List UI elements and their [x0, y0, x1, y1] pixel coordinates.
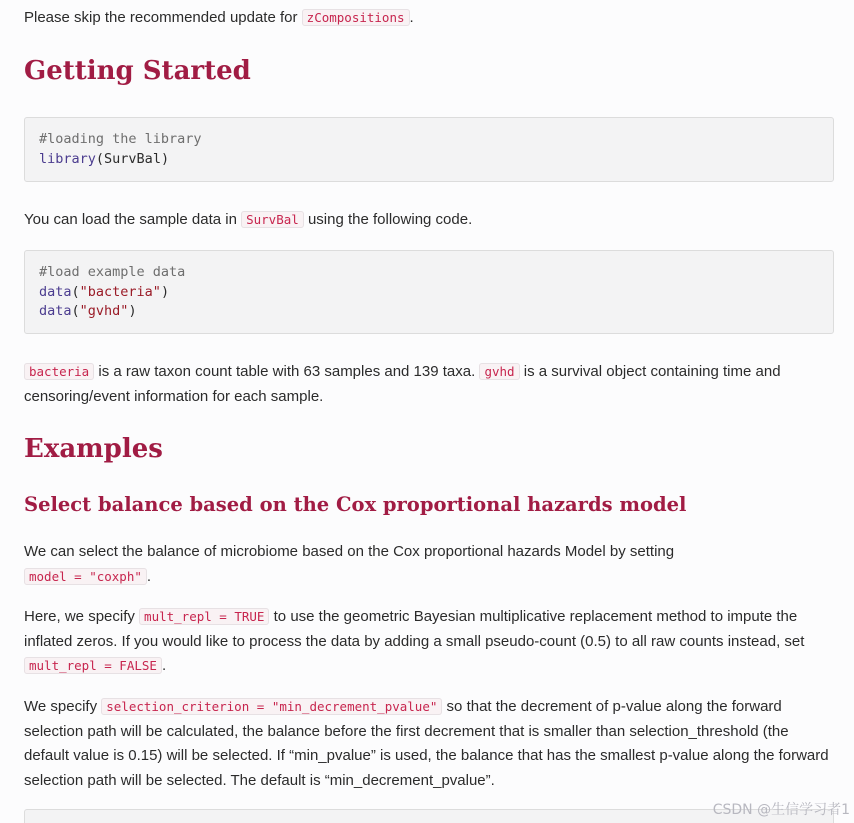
- code-function: data: [39, 303, 72, 319]
- subheading-cox-model: Select balance based on the Cox proportional hazards model: [24, 493, 687, 516]
- code-paren: (: [71, 303, 80, 319]
- csdn-watermark: CSDN @生信学习者1: [712, 802, 850, 818]
- load-data-paragraph: [24, 208, 472, 233]
- code-block-load-data[interactable]: [24, 250, 834, 334]
- code-string: "gvhd": [79, 303, 129, 319]
- code-function: data: [39, 283, 72, 300]
- intro-text: Please skip the recommended update for: [24, 9, 302, 26]
- inline-code-mult-repl-true: mult_repl = TRUE: [139, 608, 269, 625]
- load-text-end: using the following code.: [303, 211, 473, 228]
- heading-examples: Examples: [24, 434, 163, 464]
- inline-code-model-coxph: model = "coxph": [24, 568, 147, 585]
- selection-text: so that the decrement of p-value along the forward selection path will be calculated, the balance before the first decrement that is smaller than selection_threshold (the default value is 0.15) will be selected. If “min_pvalue” is used, the balance that has the smallest p-value along the forward selection path will be selected. The default is “min_decrement_pvalue”.: [24, 698, 829, 789]
- inline-code-zcompositions: zCompositions: [302, 9, 410, 26]
- load-text: You can load the sample data in: [24, 211, 242, 228]
- code-paren: ): [160, 283, 170, 300]
- selection-criterion-paragraph: [24, 695, 834, 793]
- mult-repl-text-end: .: [161, 657, 167, 674]
- code-paren: (: [71, 283, 80, 300]
- description-text: is a survival object containing time and censoring/event information for each sample.: [24, 363, 781, 405]
- inline-code-gvhd: gvhd: [479, 363, 519, 380]
- mult-repl-paragraph: [24, 605, 834, 679]
- intro-text-end: .: [409, 9, 414, 26]
- code-block-load-library[interactable]: [24, 117, 834, 182]
- inline-code-survbal: SurvBal: [241, 211, 304, 228]
- intro-paragraph: [24, 6, 414, 31]
- code-function: library: [39, 150, 96, 167]
- code-comment: #loading the library: [39, 131, 202, 147]
- description-text: is a raw taxon count table with 63 samples and 139 taxa.: [94, 363, 480, 380]
- dataset-description-paragraph: [24, 360, 834, 409]
- coxph-paragraph: [24, 540, 724, 589]
- inline-code-bacteria: bacteria: [24, 363, 94, 380]
- heading-getting-started: Getting Started: [24, 56, 251, 86]
- code-paren: ): [128, 303, 137, 319]
- code-paren: (: [95, 150, 105, 167]
- selection-text: We specify: [24, 698, 102, 715]
- code-paren: ): [160, 150, 170, 167]
- mult-repl-text: to use the geometric Bayesian multiplicative replacement method to impute the inflated zeros. If you would like to process the data by adding a small pseudo-count (0.5) to all raw counts instead, set: [24, 608, 805, 650]
- code-comment: #load example data: [39, 264, 186, 280]
- inline-code-selection-criterion: selection_criterion = "min_decrement_pvalue": [101, 698, 442, 715]
- coxph-text: We can select the balance of microbiome based on the Cox proportional hazards Model by setting: [24, 543, 675, 560]
- coxph-text-end: .: [146, 567, 152, 585]
- inline-code-mult-repl-false: mult_repl = FALSE: [24, 657, 162, 674]
- code-argument: SurvBal: [104, 150, 161, 167]
- mult-repl-text: Here, we specify: [24, 608, 140, 625]
- code-string: "bacteria": [79, 283, 161, 300]
